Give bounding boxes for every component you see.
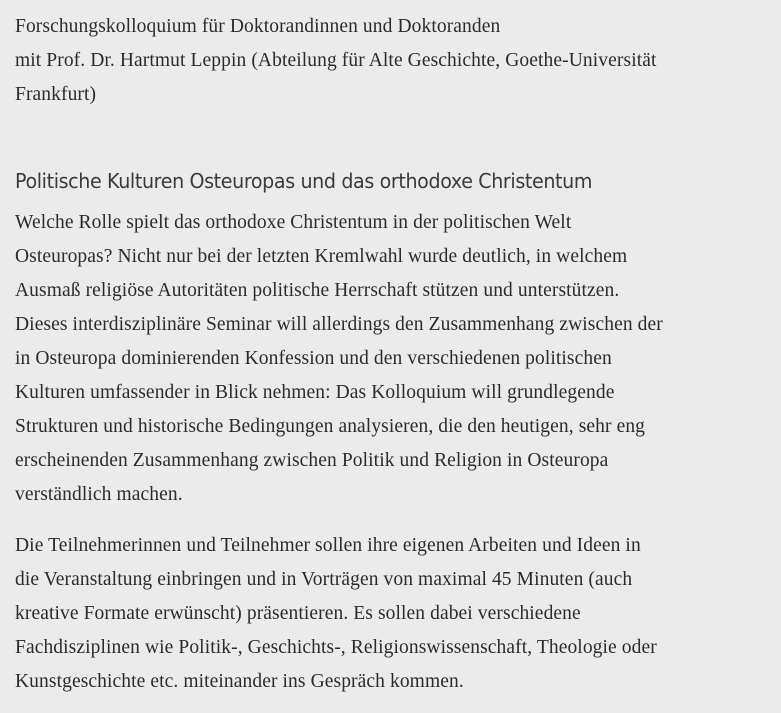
paragraph-line: Welche Rolle spielt das orthodoxe Christentum in der politischen Welt [15,212,572,233]
paragraph-line: die Veranstaltung einbringen und in Vorträgen von maximal 45 Minuten (auch [15,569,633,590]
paragraph-line: Ausmaß religiöse Autoritäten politische Herrschaft stützen und unterstützen. [15,280,620,301]
paragraph-line: Kunstgeschichte etc. miteinander ins Gespräch kommen. [15,671,464,692]
paragraph-line: kreative Formate erwünscht) präsentieren. Es sollen dabei verschiedene [15,603,581,624]
intro-paragraph [15,10,773,112]
paragraph-line: Strukturen und historische Bedingungen analysieren, die den heutigen, sehr eng [15,416,646,437]
intro-line: Frankfurt) [15,84,97,105]
body-paragraph-2 [15,529,773,699]
paragraph-line: Kulturen umfassender in Blick nehmen: Das Kolloquium will grundlegende [15,382,615,403]
paragraph-line: verständlich machen. [15,484,183,505]
paragraph-line: Fachdisziplinen wie Politik-, Geschichts-, Religionswissenschaft, Theologie oder [15,637,657,658]
intro-line: Forschungskolloquium für Doktorandinnen und Doktoranden [15,16,501,37]
paragraph-line: in Osteuropa dominierenden Konfession und den verschiedenen politischen [15,348,612,369]
intro-line: mit Prof. Dr. Hartmut Leppin (Abteilung für Alte Geschichte, Goethe-Universität [15,50,657,71]
paragraph-line: erscheinenden Zusammenhang zwischen Politik und Religion in Osteuropa [15,450,609,471]
paragraph-line: Die Teilnehmerinnen und Teilnehmer sollen ihre eigenen Arbeiten und Ideen in [15,535,641,556]
body-paragraph-1 [15,206,773,512]
section-heading: Politische Kulturen Osteuropas und das orthodoxe Christentum [15,169,593,193]
paragraph-line: Dieses interdisziplinäre Seminar will allerdings den Zusammenhang zwischen der [15,314,663,335]
paragraph-line: Osteuropas? Nicht nur bei der letzten Kremlwahl wurde deutlich, in welchem [15,246,628,267]
